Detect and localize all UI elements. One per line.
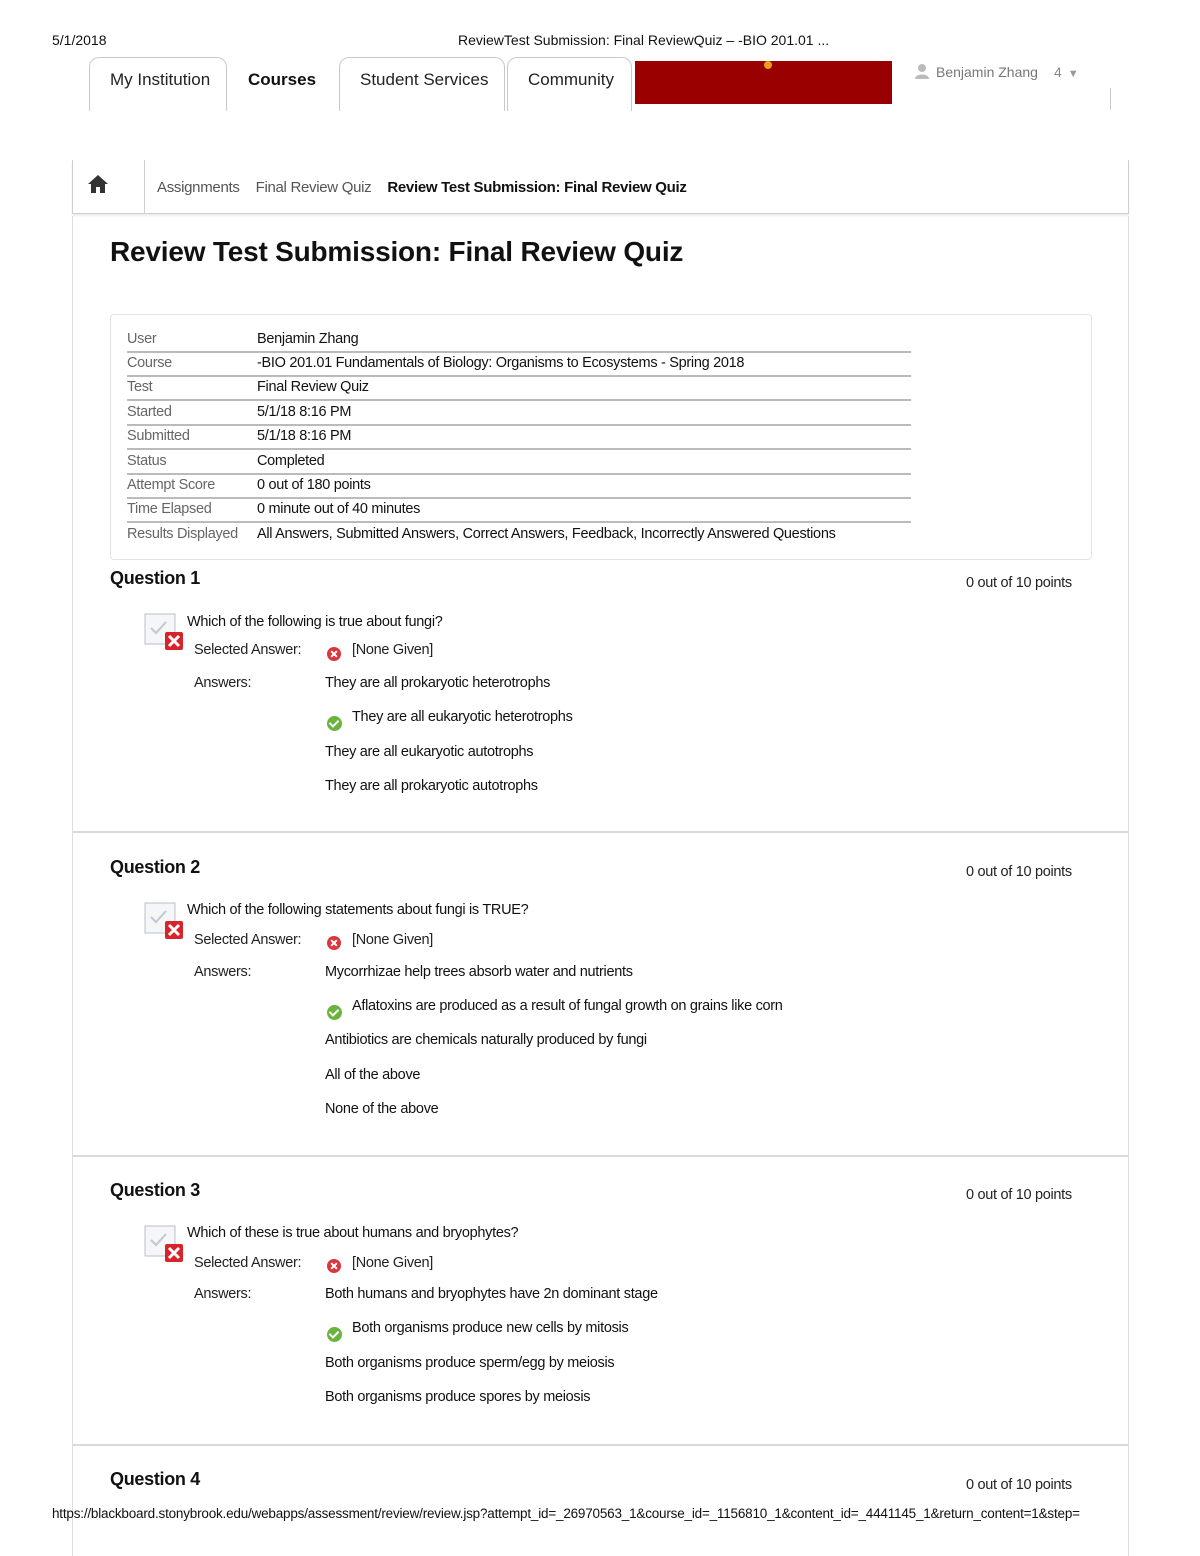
- print-page-title: ReviewTest Submission: Final ReviewQuiz – -BIO 201.01 ...: [458, 32, 830, 48]
- selected-answer-value: [None Given]: [352, 642, 434, 658]
- answer-option: They are all eukaryotic autotrophs: [325, 744, 534, 760]
- detail-label: Time Elapsed: [127, 501, 212, 517]
- question-title: Question 4: [110, 1469, 201, 1489]
- detail-label: Started: [127, 404, 172, 420]
- page-title: Review Test Submission: Final Review Quiz: [110, 236, 684, 267]
- answers-label: Answers:: [194, 964, 252, 980]
- tab-community[interactable]: [507, 57, 632, 111]
- incorrect-icon: [327, 647, 341, 661]
- incorrect-question-icon: [143, 901, 187, 941]
- question-points: 0 out of 10 points: [966, 575, 1072, 591]
- answer-option: Mycorrhizae help trees absorb water and nutrients: [325, 964, 633, 980]
- chevron-down-icon[interactable]: ▼: [1067, 68, 1079, 80]
- tab-my-institution[interactable]: [89, 57, 227, 111]
- incorrect-icon: [327, 936, 341, 950]
- question-text: Which of the following is true about fungi?: [187, 614, 443, 630]
- user-icon: [914, 63, 930, 79]
- answers-label: Answers:: [194, 1286, 252, 1302]
- tab-courses[interactable]: [227, 57, 337, 111]
- detail-row-started: [127, 400, 911, 426]
- correct-answer-option: Aflatoxins are produced as a result of fungal growth on grains like corn: [352, 998, 783, 1014]
- detail-value: 0 out of 180 points: [257, 477, 371, 493]
- home-icon: [87, 174, 109, 194]
- answer-option: None of the above: [325, 1101, 439, 1117]
- answers-label: Answers:: [194, 675, 252, 691]
- tab-label: My Institution: [110, 70, 211, 89]
- detail-value: -BIO 201.01 Fundamentals of Biology: Organisms to Ecosystems - Spring 2018: [257, 355, 745, 371]
- detail-label: Submitted: [127, 428, 190, 444]
- question-divider: [73, 831, 1128, 833]
- detail-label: Attempt Score: [127, 477, 215, 493]
- answer-option: They are all prokaryotic heterotrophs: [325, 675, 551, 691]
- answer-option: Antibiotics are chemicals naturally produced by fungi: [325, 1032, 647, 1048]
- user-menu[interactable]: [914, 63, 1079, 80]
- print-date: 5/1/2018: [52, 32, 107, 48]
- detail-row-results-displayed: [127, 522, 911, 546]
- question-points: 0 out of 10 points: [966, 864, 1072, 880]
- tab-student-services[interactable]: [339, 57, 505, 111]
- incorrect-question-icon: [143, 1224, 187, 1264]
- detail-value: 5/1/18 8:16 PM: [257, 404, 352, 420]
- tab-label: Courses: [248, 70, 317, 89]
- tab-label: Community: [528, 70, 614, 89]
- detail-label: User: [127, 331, 157, 347]
- divider: [1110, 88, 1111, 110]
- notification-count[interactable]: 4: [1053, 64, 1062, 80]
- detail-label: Test: [127, 379, 153, 395]
- detail-row-time-elapsed: [127, 497, 911, 523]
- detail-row-submitted: [127, 424, 911, 450]
- question-points: 0 out of 10 points: [966, 1477, 1072, 1493]
- incorrect-icon: [327, 1259, 341, 1273]
- answer-option: They are all prokaryotic autotrophs: [325, 778, 538, 794]
- breadcrumb: [72, 160, 1129, 214]
- selected-answer-label: Selected Answer:: [194, 932, 302, 948]
- selected-answer-label: Selected Answer:: [194, 642, 302, 658]
- question-divider: [73, 1444, 1128, 1446]
- answer-option: Both organisms produce spores by meiosis: [325, 1389, 591, 1405]
- question-title: Question 2: [110, 857, 201, 877]
- detail-label: Results Displayed: [127, 526, 238, 542]
- detail-value: Benjamin Zhang: [257, 331, 359, 347]
- detail-value: 0 minute out of 40 minutes: [257, 501, 421, 517]
- detail-row-user: [127, 327, 911, 353]
- question-text: Which of these is true about humans and bryophytes?: [187, 1225, 519, 1241]
- detail-label: Status: [127, 453, 167, 469]
- correct-check-icon: [327, 716, 342, 731]
- brand-banner: [635, 61, 892, 104]
- incorrect-question-icon: [143, 612, 187, 652]
- answer-option: All of the above: [325, 1067, 421, 1083]
- breadcrumb-assignments[interactable]: Assignments: [157, 179, 240, 196]
- detail-row-status: [127, 449, 911, 475]
- selected-answer-label: Selected Answer:: [194, 1255, 302, 1271]
- correct-answer-option: They are all eukaryotic heterotrophs: [352, 709, 573, 725]
- selected-answer-value: [None Given]: [352, 932, 434, 948]
- detail-row-course: [127, 351, 911, 377]
- correct-check-icon: [327, 1327, 342, 1342]
- detail-label: Course: [127, 355, 172, 371]
- answer-option: Both humans and bryophytes have 2n dominant stage: [325, 1286, 658, 1302]
- home-button[interactable]: [73, 160, 145, 214]
- detail-value: All Answers, Submitted Answers, Correct Answers, Feedback, Incorrectly Answered Questions: [257, 526, 836, 542]
- user-name: Benjamin Zhang: [936, 64, 1038, 80]
- detail-value: Completed: [257, 453, 325, 469]
- question-points: 0 out of 10 points: [966, 1187, 1072, 1203]
- correct-check-icon: [327, 1005, 342, 1020]
- selected-answer-value: [None Given]: [352, 1255, 434, 1271]
- question-title: Question 3: [110, 1180, 201, 1200]
- print-url: https://blackboard.stonybrook.edu/webapps/assessment/review/review.jsp?attempt_id=_26970563_1&course_id=_1156810_1&content_id=_4441145_1&return_content=1&step=: [52, 1506, 1080, 1521]
- correct-answer-option: Both organisms produce new cells by mitosis: [352, 1320, 629, 1336]
- brand-dot: [764, 61, 772, 69]
- detail-value: 5/1/18 8:16 PM: [257, 428, 352, 444]
- question-text: Which of the following statements about fungi is TRUE?: [187, 902, 529, 918]
- detail-row-attempt-score: [127, 473, 911, 499]
- detail-value: Final Review Quiz: [257, 379, 369, 395]
- question-title: Question 1: [110, 568, 201, 588]
- answer-option: Both organisms produce sperm/egg by meiosis: [325, 1355, 615, 1371]
- question-divider: [73, 1155, 1128, 1157]
- breadcrumb-current: Review Test Submission: Final Review Quiz: [387, 179, 687, 196]
- tab-label: Student Services: [360, 70, 489, 89]
- breadcrumb-final-review-quiz[interactable]: Final Review Quiz: [255, 179, 372, 196]
- detail-row-test: [127, 375, 911, 401]
